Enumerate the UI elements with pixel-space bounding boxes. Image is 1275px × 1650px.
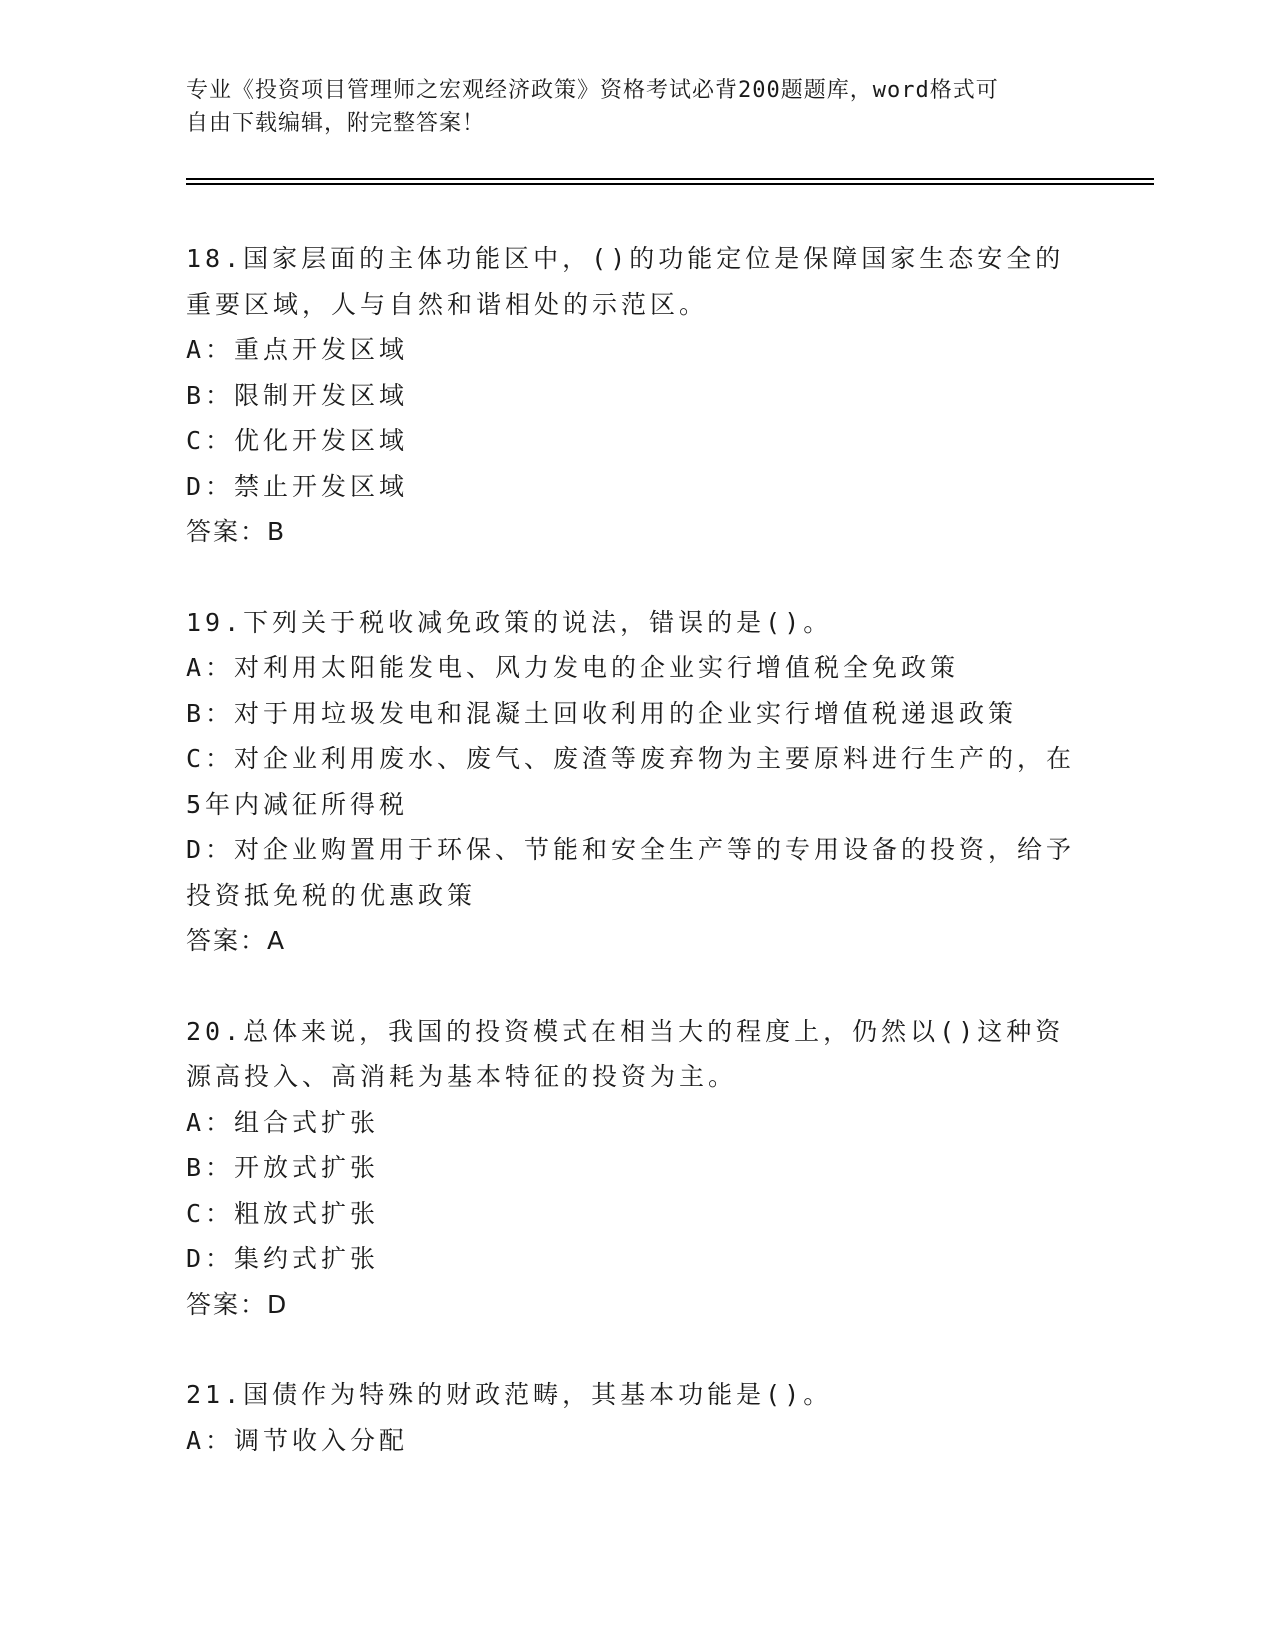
header-line-1: 专业《投资项目管理师之宏观经济政策》资格考试必背200题题库，word格式可 <box>186 78 999 103</box>
question-list <box>186 236 1086 1463</box>
question-19 <box>186 600 1086 964</box>
header-line-2: 自由下载编辑，附完整答案！ <box>186 111 486 136</box>
document-header <box>186 74 1086 140</box>
question-text: 20.总体来说，我国的投资模式在相当大的程度上，仍然以()这种资源高投入、高消耗为基本特征的投资为主。 <box>186 1016 1065 1091</box>
answer-line: 答案：A <box>186 926 287 955</box>
question-spacer <box>186 964 1086 1009</box>
question-text: 18.国家层面的主体功能区中，()的功能定位是保障国家生态安全的重要区域，人与自然和谐相处的示范区。 <box>186 244 1065 319</box>
option-d: D：禁止开发区域 <box>186 471 409 501</box>
option-c: C：对企业利用废水、废气、废渣等废弃物为主要原料进行生产的，在5年内减征所得税 <box>186 744 1076 819</box>
option-b: B：对于用垃圾发电和混凝土回收利用的企业实行增值税递退政策 <box>186 698 1018 728</box>
option-c: C：优化开发区域 <box>186 426 409 455</box>
option-b: B：限制开发区域 <box>186 380 409 410</box>
header-divider-top <box>186 178 1154 180</box>
option-a: A：调节收入分配 <box>186 1425 409 1455</box>
answer-line: 答案：D <box>186 1289 289 1319</box>
option-a: A：重点开发区域 <box>186 335 409 364</box>
option-d: D：集约式扩张 <box>186 1244 380 1273</box>
question-spacer <box>186 1327 1086 1372</box>
question-text: 21.国债作为特殊的财政范畴，其基本功能是()。 <box>186 1380 833 1409</box>
option-c: C：粗放式扩张 <box>186 1198 380 1228</box>
header-divider-bottom <box>186 183 1154 185</box>
question-21 <box>186 1372 1086 1463</box>
question-spacer <box>186 555 1086 600</box>
question-text: 19.下列关于税收减免政策的说法，错误的是()。 <box>186 607 833 637</box>
option-b: B：开放式扩张 <box>186 1153 380 1182</box>
answer-line: 答案：B <box>186 517 287 546</box>
option-a: A：对利用太阳能发电、风力发电的企业实行增值税全免政策 <box>186 653 960 682</box>
question-18 <box>186 236 1086 555</box>
option-a: A：组合式扩张 <box>186 1107 380 1137</box>
question-20 <box>186 1009 1086 1328</box>
option-d: D：对企业购置用于环保、节能和安全生产等的专用设备的投资，给予投资抵免税的优惠政策 <box>186 835 1076 910</box>
